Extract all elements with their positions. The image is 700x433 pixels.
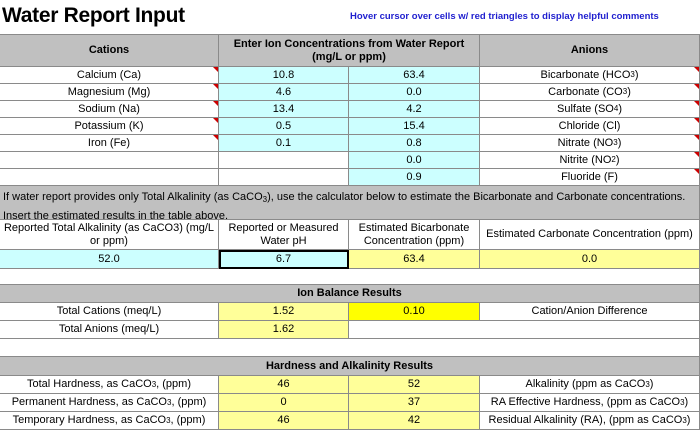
anion-concentration-input[interactable]: 63.4 xyxy=(349,67,480,84)
cation-concentration-input[interactable]: 0.5 xyxy=(219,118,349,135)
anion-name xyxy=(480,135,700,152)
anion-subscript: 3 xyxy=(630,70,635,80)
anion-name-end: ) xyxy=(618,102,622,115)
anion-name-text: Bicarbonate (HCO xyxy=(540,68,631,81)
ion-row xyxy=(0,135,700,152)
anion-name-text: Chloride (Cl) xyxy=(558,119,621,132)
spacer-row-2 xyxy=(0,339,700,357)
alkalinity-note xyxy=(0,186,700,220)
cation-concentration-input xyxy=(219,169,349,186)
cation-anion-diff-value: 0.10 xyxy=(349,303,480,321)
ion-row xyxy=(0,169,700,186)
hardness-label xyxy=(0,376,219,394)
alkalinity-value: 52 xyxy=(349,376,480,394)
anion-name xyxy=(480,84,700,101)
est-carbonate-value: 0.0 xyxy=(480,250,700,269)
hardness-row xyxy=(0,412,700,430)
hardness-label-sub: 3 xyxy=(167,397,172,407)
cation-concentration-input xyxy=(219,152,349,169)
alkalinity-label-end: ) xyxy=(684,396,689,409)
anion-concentration-input[interactable]: 4.2 xyxy=(349,101,480,118)
alkalinity-label-sub: 3 xyxy=(680,397,685,407)
alkalinity-label-end: ) xyxy=(686,414,691,427)
anion-concentration-input[interactable]: 15.4 xyxy=(349,118,480,135)
total-anions-label: Total Anions (meq/L) xyxy=(0,321,219,339)
enter-concentrations-header: Enter Ion Concentrations from Water Report (mg/L or ppm) xyxy=(219,35,480,67)
hardness-label-end: , (ppm) xyxy=(170,414,206,427)
cation-anion-diff-label: Cation/Anion Difference xyxy=(480,303,700,321)
total-anions-value: 1.62 xyxy=(219,321,349,339)
spreadsheet-grid xyxy=(0,34,700,427)
total-cations-label: Total Cations (meq/L) xyxy=(0,303,219,321)
anion-name-text: Sulfate (SO xyxy=(557,102,614,115)
anion-concentration-input[interactable]: 0.0 xyxy=(349,152,480,169)
anion-name xyxy=(480,101,700,118)
hardness-row xyxy=(0,376,700,394)
hardness-header-row xyxy=(0,357,700,376)
anion-concentration-input[interactable]: 0.9 xyxy=(349,169,480,186)
ion-balance-header-row xyxy=(0,285,700,303)
cation-name xyxy=(0,152,219,169)
est-bicarbonate-header: Estimated Bicarbonate Concentration (ppm) xyxy=(349,220,480,250)
reported-ph-input[interactable]: 6.7 xyxy=(219,250,349,269)
alkalinity-label-sub: 3 xyxy=(682,415,687,425)
hardness-value: 46 xyxy=(219,412,349,430)
anion-name-text: Carbonate (CO xyxy=(548,85,623,98)
alkalinity-note-line2: Insert the estimated results in the table above. xyxy=(3,210,229,220)
total-cations-row xyxy=(0,303,700,321)
alkalinity-note-row xyxy=(0,186,700,220)
anion-name-end: ) xyxy=(627,85,631,98)
hardness-label xyxy=(0,412,219,430)
empty-cell xyxy=(349,321,700,339)
ion-row xyxy=(0,67,700,84)
alkalinity-note-line1a: If water report provides only Total Alkalinity (as CaCO xyxy=(3,191,263,203)
hardness-label xyxy=(0,394,219,412)
anion-name xyxy=(480,118,700,135)
anion-subscript: 4 xyxy=(613,104,619,114)
ion-balance-heading: Ion Balance Results xyxy=(0,285,700,303)
cation-name: Sodium (Na) xyxy=(0,101,219,118)
alkalinity-label-text: Alkalinity (ppm as CaCO xyxy=(525,378,646,391)
hardness-label-sub: 3 xyxy=(151,379,157,389)
hardness-label-text: Temporary Hardness, as CaCO xyxy=(12,414,167,427)
alkalinity-value: 42 xyxy=(349,412,480,430)
anion-name-end: ) xyxy=(615,153,620,166)
anion-name xyxy=(480,169,700,186)
cation-concentration-input[interactable]: 4.6 xyxy=(219,84,349,101)
alkalinity-label-text: RA Effective Hardness, (ppm as CaCO xyxy=(490,396,681,409)
total-anions-row xyxy=(0,321,700,339)
spacer-cell xyxy=(0,269,700,285)
page-title: Water Report Input xyxy=(2,4,185,27)
anion-name-end: ) xyxy=(617,136,622,149)
alkalinity-note-line1b: ), use the calculator below to estimate the Bicarbonate and Carbonate concentrations. xyxy=(267,191,686,203)
ion-row xyxy=(0,118,700,135)
spacer-row xyxy=(0,269,700,285)
anion-subscript: 3 xyxy=(622,87,628,97)
cation-name: Iron (Fe) xyxy=(0,135,219,152)
cation-name xyxy=(0,169,219,186)
total-cations-value: 1.52 xyxy=(219,303,349,321)
ion-row xyxy=(0,152,700,169)
alkalinity-label xyxy=(480,376,700,394)
alkalinity-value: 37 xyxy=(349,394,480,412)
hint-text: Hover cursor over cells w/ red triangles to display helpful comments xyxy=(350,11,659,22)
hardness-value: 46 xyxy=(219,376,349,394)
reported-alkalinity-header: Reported Total Alkalinity (as CaCO3) (mg/L or ppm) xyxy=(0,220,219,250)
reported-alkalinity-input[interactable]: 52.0 xyxy=(0,250,219,269)
spacer-cell xyxy=(0,339,700,357)
anion-name-text: Nitrite (NO xyxy=(559,153,612,166)
anion-concentration-input[interactable]: 0.0 xyxy=(349,84,480,101)
ion-row xyxy=(0,101,700,118)
calc-value-row xyxy=(0,250,700,269)
anion-name-text: Fluoride (F) xyxy=(561,170,618,183)
alkalinity-label-sub: 3 xyxy=(645,379,650,389)
hardness-value: 0 xyxy=(219,394,349,412)
hardness-label-end: , (ppm) xyxy=(171,396,207,409)
calc-header-row xyxy=(0,220,700,250)
cation-name: Calcium (Ca) xyxy=(0,67,219,84)
ion-header-row xyxy=(0,35,700,67)
hardness-heading: Hardness and Alkalinity Results xyxy=(0,357,700,376)
alkalinity-label-text: Residual Alkalinity (RA), (ppm as CaCO xyxy=(488,414,683,427)
alkalinity-label-end: ) xyxy=(649,378,654,391)
anions-header: Anions xyxy=(480,35,700,67)
cation-name: Potassium (K) xyxy=(0,118,219,135)
reported-ph-header: Reported or Measured Water pH xyxy=(219,220,349,250)
cation-concentration-input[interactable]: 0.1 xyxy=(219,135,349,152)
hardness-label-text: Total Hardness, as CaCO xyxy=(26,378,152,391)
alkalinity-label xyxy=(480,394,700,412)
ion-row xyxy=(0,84,700,101)
alkalinity-label xyxy=(480,412,700,430)
hardness-row xyxy=(0,394,700,412)
hardness-label-text: Permanent Hardness, as CaCO xyxy=(11,396,167,409)
anion-name-end: ) xyxy=(634,68,639,81)
hardness-label-end: , (ppm) xyxy=(156,378,191,391)
cations-header: Cations xyxy=(0,35,219,67)
anion-concentration-input[interactable]: 0.8 xyxy=(349,135,480,152)
cation-name: Magnesium (Mg) xyxy=(0,84,219,101)
anion-name xyxy=(480,67,700,84)
anion-subscript: 3 xyxy=(613,138,618,148)
est-carbonate-header: Estimated Carbonate Concentration (ppm) xyxy=(480,220,700,250)
cation-concentration-input[interactable]: 13.4 xyxy=(219,101,349,118)
cation-concentration-input[interactable]: 10.8 xyxy=(219,67,349,84)
est-bicarbonate-value: 63.4 xyxy=(349,250,480,269)
anion-subscript: 2 xyxy=(611,155,616,165)
alkalinity-note-sub: 3 xyxy=(262,195,268,204)
hardness-label-sub: 3 xyxy=(166,415,171,425)
anion-name-text: Nitrate (NO xyxy=(557,136,614,149)
anion-name xyxy=(480,152,700,169)
